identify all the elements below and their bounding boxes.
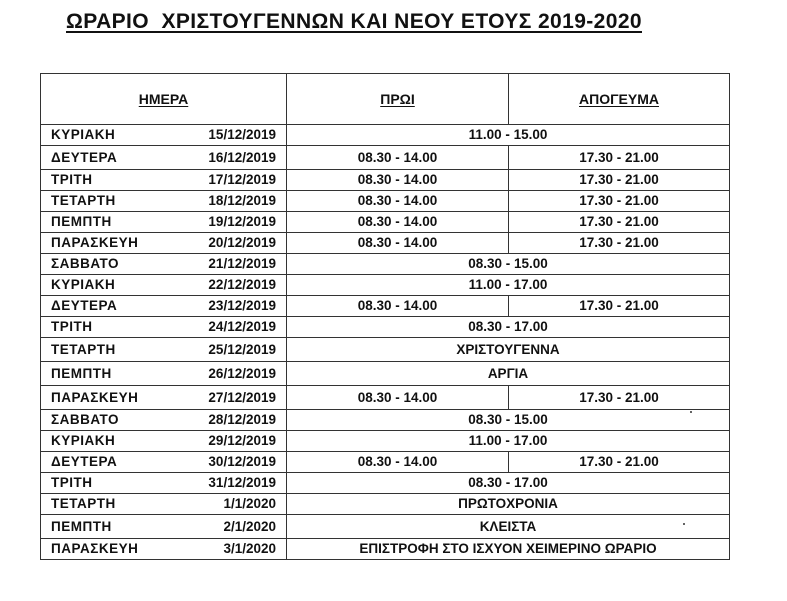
day-date: 30/12/2019 xyxy=(208,454,276,469)
table-row xyxy=(41,254,730,275)
day-cell xyxy=(41,254,287,275)
day-cell xyxy=(41,170,287,191)
day-date: 17/12/2019 xyxy=(208,172,276,187)
hours-span-cell: 11.00 - 17.00 xyxy=(287,431,730,452)
table-row xyxy=(41,146,730,170)
day-name: ΠΑΡΑΣΚΕΥΗ xyxy=(51,235,139,250)
header-afternoon: ΑΠΟΓΕΥΜΑ xyxy=(509,74,730,125)
day-date: 19/12/2019 xyxy=(208,214,276,229)
day-name: ΔΕΥΤΕΡΑ xyxy=(51,298,118,313)
hours-span-cell: 08.30 - 15.00 xyxy=(287,410,730,431)
morning-hours-cell: 08.30 - 14.00 xyxy=(287,386,509,410)
day-name: ΤΕΤΑΡΤΗ xyxy=(51,341,116,357)
morning-hours-cell: 08.30 - 14.00 xyxy=(287,452,509,473)
hours-span-cell: ΧΡΙΣΤΟΥΓΕΝΝΑ xyxy=(287,338,730,362)
table-row xyxy=(41,212,730,233)
day-name: ΤΡΙΤΗ xyxy=(51,172,93,187)
day-cell xyxy=(41,494,287,515)
day-date: 20/12/2019 xyxy=(208,235,276,250)
day-name: ΠΕΜΠΤΗ xyxy=(51,518,112,534)
morning-hours-cell: 08.30 - 14.00 xyxy=(287,233,509,254)
morning-hours-cell: 08.30 - 14.00 xyxy=(287,170,509,191)
day-name: ΤΡΙΤΗ xyxy=(51,319,93,334)
day-cell xyxy=(41,317,287,338)
afternoon-hours-cell: 17.30 - 21.00 xyxy=(509,191,730,212)
morning-hours-cell: 08.30 - 14.00 xyxy=(287,146,509,170)
table-row xyxy=(41,452,730,473)
day-date: 1/1/2020 xyxy=(223,496,276,511)
table-row xyxy=(41,473,730,494)
day-cell xyxy=(41,146,287,170)
afternoon-hours-cell: 17.30 - 21.00 xyxy=(509,296,730,317)
afternoon-hours-cell: 17.30 - 21.00 xyxy=(509,386,730,410)
hours-span-cell: 11.00 - 15.00 xyxy=(287,125,730,146)
day-name: ΤΕΤΑΡΤΗ xyxy=(51,193,116,208)
table-row xyxy=(41,317,730,338)
hours-span-cell: 08.30 - 17.00 xyxy=(287,317,730,338)
day-date: 31/12/2019 xyxy=(208,475,276,490)
table-row xyxy=(41,338,730,362)
afternoon-hours-cell: 17.30 - 21.00 xyxy=(509,233,730,254)
day-cell xyxy=(41,386,287,410)
day-date: 24/12/2019 xyxy=(208,319,276,334)
day-name: ΠΕΜΠΤΗ xyxy=(51,365,112,381)
table-row xyxy=(41,170,730,191)
table-row xyxy=(41,296,730,317)
day-name: ΚΥΡΙΑΚΗ xyxy=(51,433,116,448)
day-cell xyxy=(41,362,287,386)
day-date: 16/12/2019 xyxy=(208,149,276,165)
table-row xyxy=(41,410,730,431)
day-name: ΚΥΡΙΑΚΗ xyxy=(51,277,116,292)
day-name: ΠΕΜΠΤΗ xyxy=(51,214,112,229)
day-date: 2/1/2020 xyxy=(223,518,276,534)
day-name: ΔΕΥΤΕΡΑ xyxy=(51,454,118,469)
day-name: ΔΕΥΤΕΡΑ xyxy=(51,149,118,165)
day-date: 26/12/2019 xyxy=(208,365,276,381)
day-cell xyxy=(41,431,287,452)
day-cell xyxy=(41,410,287,431)
morning-hours-cell: 08.30 - 14.00 xyxy=(287,212,509,233)
day-date: 23/12/2019 xyxy=(208,298,276,313)
table-row xyxy=(41,191,730,212)
day-cell xyxy=(41,338,287,362)
day-cell xyxy=(41,539,287,560)
hours-span-cell: ΕΠΙΣΤΡΟΦΗ ΣΤΟ ΙΣΧΥΟΝ ΧΕΙΜΕΡΙΝΟ ΩΡΑΡΙΟ xyxy=(287,539,730,560)
afternoon-hours-cell: 17.30 - 21.00 xyxy=(509,170,730,191)
day-cell xyxy=(41,452,287,473)
day-cell xyxy=(41,233,287,254)
afternoon-hours-cell: 17.30 - 21.00 xyxy=(509,212,730,233)
hours-span-cell: 11.00 - 17.00 xyxy=(287,275,730,296)
morning-hours-cell: 08.30 - 14.00 xyxy=(287,191,509,212)
table-row xyxy=(41,515,730,539)
afternoon-hours-cell: 17.30 - 21.00 xyxy=(509,146,730,170)
day-date: 28/12/2019 xyxy=(208,412,276,427)
table-row xyxy=(41,431,730,452)
morning-hours-cell: 08.30 - 14.00 xyxy=(287,296,509,317)
table-row xyxy=(41,233,730,254)
day-name: ΚΥΡΙΑΚΗ xyxy=(51,127,116,142)
hours-span-cell: ΑΡΓΙΑ xyxy=(287,362,730,386)
schedule-body xyxy=(41,74,730,560)
hours-span-cell: ΚΛΕΙΣΤΑ xyxy=(287,515,730,539)
day-date: 29/12/2019 xyxy=(208,433,276,448)
table-row xyxy=(41,386,730,410)
table-row xyxy=(41,539,730,560)
day-date: 18/12/2019 xyxy=(208,193,276,208)
day-date: 25/12/2019 xyxy=(208,341,276,357)
table-row xyxy=(41,125,730,146)
day-date: 15/12/2019 xyxy=(208,127,276,142)
day-date: 21/12/2019 xyxy=(208,256,276,271)
table-row xyxy=(41,275,730,296)
table-row xyxy=(41,494,730,515)
header-day: ΗΜΕΡΑ xyxy=(41,74,287,125)
afternoon-hours-cell: 17.30 - 21.00 xyxy=(509,452,730,473)
day-cell xyxy=(41,515,287,539)
hours-span-cell: 08.30 - 15.00 xyxy=(287,254,730,275)
scan-speck xyxy=(690,411,692,413)
day-date: 22/12/2019 xyxy=(208,277,276,292)
day-cell xyxy=(41,296,287,317)
day-name: ΠΑΡΑΣΚΕΥΗ xyxy=(51,389,139,405)
day-name: ΤΕΤΑΡΤΗ xyxy=(51,496,116,511)
day-cell xyxy=(41,473,287,494)
day-date: 3/1/2020 xyxy=(223,541,276,556)
hours-span-cell: ΠΡΩΤΟΧΡΟΝΙΑ xyxy=(287,494,730,515)
scan-speck xyxy=(683,523,685,525)
page-title: ΩΡΑΡΙΟ ΧΡΙΣΤΟΥΓΕΝΝΩΝ ΚΑΙ ΝΕΟΥ ΕΤΟΥΣ 2019-2020 xyxy=(66,10,642,33)
day-name: ΠΑΡΑΣΚΕΥΗ xyxy=(51,541,139,556)
day-name: ΤΡΙΤΗ xyxy=(51,475,93,490)
hours-span-cell: 08.30 - 17.00 xyxy=(287,473,730,494)
day-name: ΣΑΒΒΑΤΟ xyxy=(51,412,119,427)
day-name: ΣΑΒΒΑΤΟ xyxy=(51,256,119,271)
day-date: 27/12/2019 xyxy=(208,389,276,405)
day-cell xyxy=(41,125,287,146)
table-header-row xyxy=(41,74,730,125)
day-cell xyxy=(41,212,287,233)
table-row xyxy=(41,362,730,386)
header-morning: ΠΡΩΙ xyxy=(287,74,509,125)
schedule-table xyxy=(40,73,730,560)
day-cell xyxy=(41,191,287,212)
day-cell xyxy=(41,275,287,296)
